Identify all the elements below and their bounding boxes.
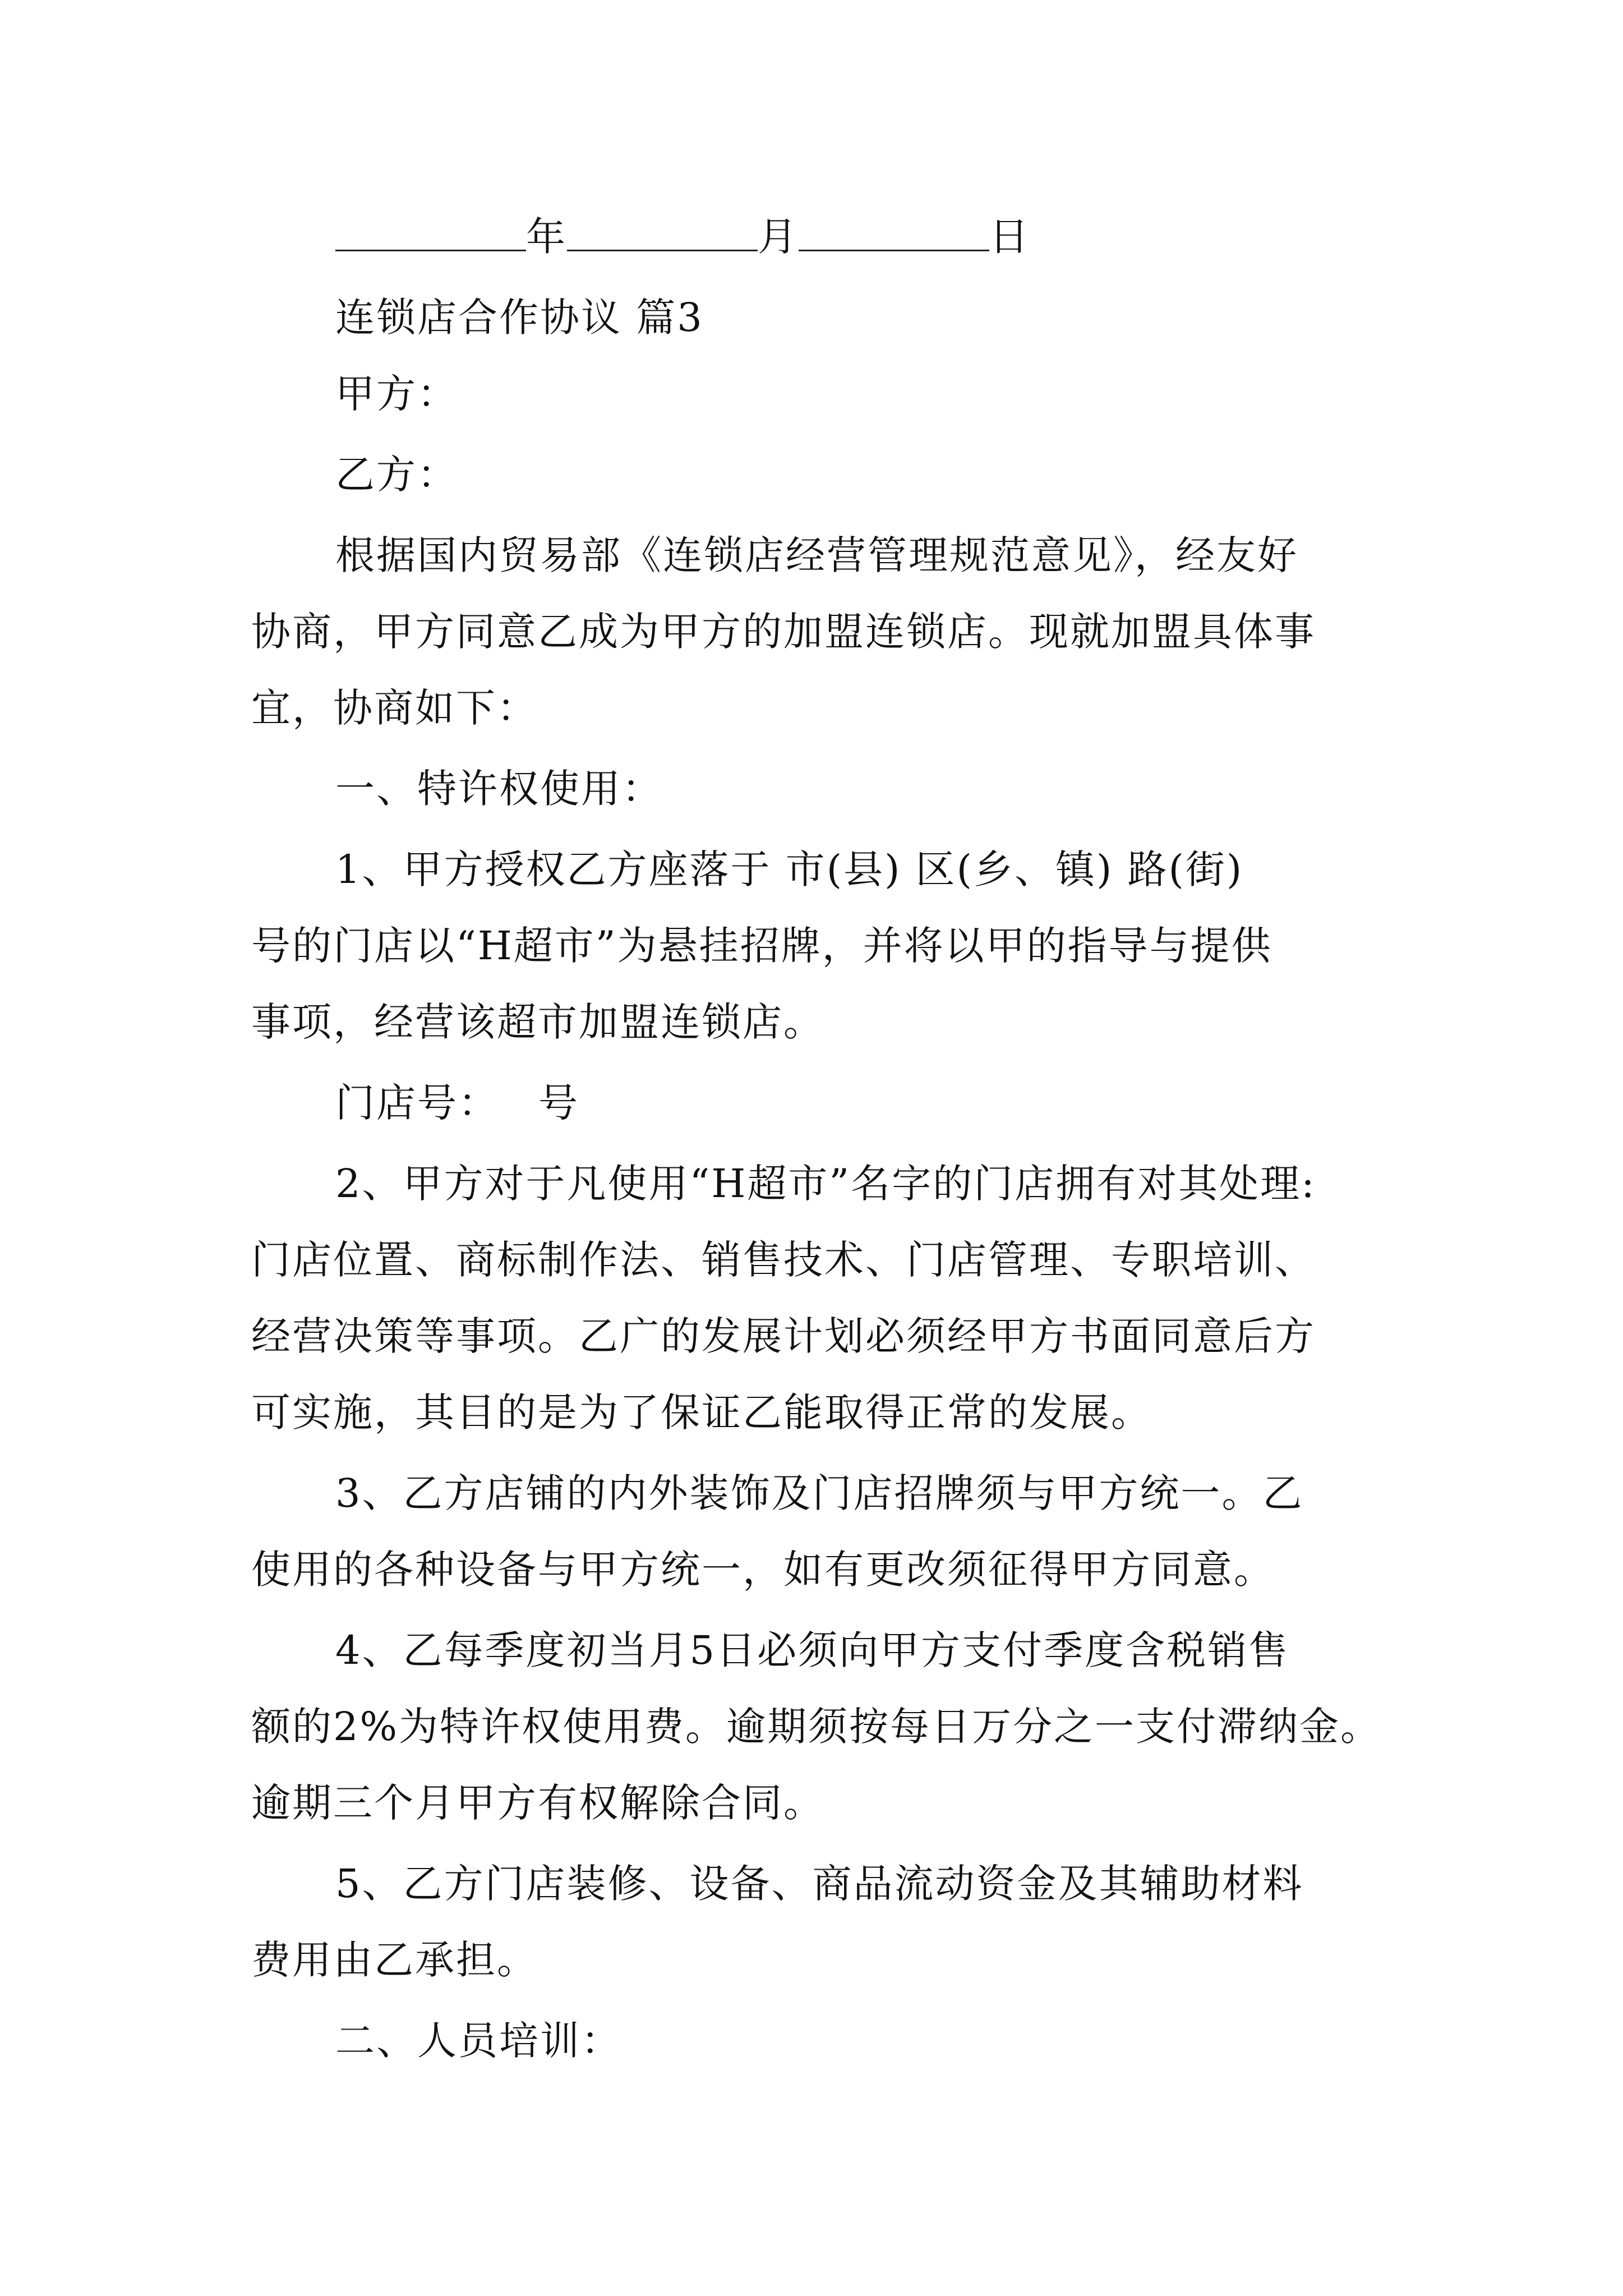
- item4-line: 额的2%为特许权使用费。逾期须按每日万分之一支付滞纳金。: [251, 1704, 1382, 1750]
- item2-line: 经营决策等事项。乙广的发展计划必须经甲方书面同意后方: [251, 1313, 1316, 1359]
- document-body: [251, 199, 1390, 2079]
- intro-line: 宜，协商如下：: [251, 685, 538, 731]
- section2-title: 二、人员培训：: [335, 2018, 622, 2064]
- party-a-line: 甲方：: [335, 371, 458, 417]
- item1-line: 号的门店以“H超市”为悬挂招牌，并将以甲的指导与提供: [251, 923, 1272, 969]
- item2-line: 2、甲方对于凡使用“H超市”名字的门店拥有对其处理:: [335, 1161, 1316, 1207]
- year-blank: [335, 216, 526, 251]
- store-number-label: 门店号：: [335, 1080, 499, 1126]
- item3-paragraph: [251, 1455, 1390, 1608]
- party-b-line: 乙方：: [335, 452, 458, 498]
- section1-title: 一、特许权使用：: [335, 766, 663, 812]
- document-title: 连锁店合作协议 篇3: [335, 295, 704, 341]
- year-label: 年: [526, 214, 567, 260]
- date-line: [251, 199, 1390, 275]
- item1-line: 事项，经营该超市加盟连锁店。: [251, 999, 824, 1045]
- item3-line: 使用的各种设备与甲方统一，如有更改须征得甲方同意。: [251, 1547, 1275, 1593]
- month-label: 月: [758, 214, 799, 260]
- item2-line: 可实施，其目的是为了保证乙能取得正常的发展。: [251, 1389, 1152, 1435]
- item1-paragraph: [251, 831, 1390, 1060]
- item4-line: 4、乙每季度初当月5日必须向甲方支付季度含税销售: [335, 1627, 1290, 1673]
- item5-paragraph: [251, 1846, 1390, 1998]
- intro-line: 协商，甲方同意乙成为甲方的加盟连锁店。现就加盟具体事: [251, 609, 1316, 655]
- store-number-line: [251, 1065, 1390, 1141]
- item5-line: 费用由乙承担。: [251, 1937, 538, 1983]
- item4-line: 逾期三个月甲方有权解除合同。: [251, 1780, 824, 1826]
- item2-line: 门店位置、商标制作法、销售技术、门店管理、专职培训、: [251, 1237, 1316, 1283]
- intro-paragraph: [251, 517, 1390, 746]
- month-blank: [567, 216, 758, 251]
- day-label: 日: [989, 214, 1030, 260]
- day-blank: [799, 216, 989, 251]
- item3-line: 3、乙方店铺的内外装饰及门店招牌须与甲方统一。乙: [335, 1470, 1304, 1516]
- item2-paragraph: [251, 1145, 1390, 1451]
- item1-line: 1、甲方授权乙方座落于 市(县) 区(乡、镇) 路(街): [335, 846, 1244, 892]
- intro-line: 根据国内贸易部《连锁店经营管理规范意见》，经友好: [335, 532, 1298, 578]
- item4-paragraph: [251, 1612, 1390, 1841]
- store-number-suffix: 号: [538, 1080, 579, 1126]
- item5-line: 5、乙方门店装修、设备、商品流动资金及其辅助材料: [335, 1861, 1304, 1907]
